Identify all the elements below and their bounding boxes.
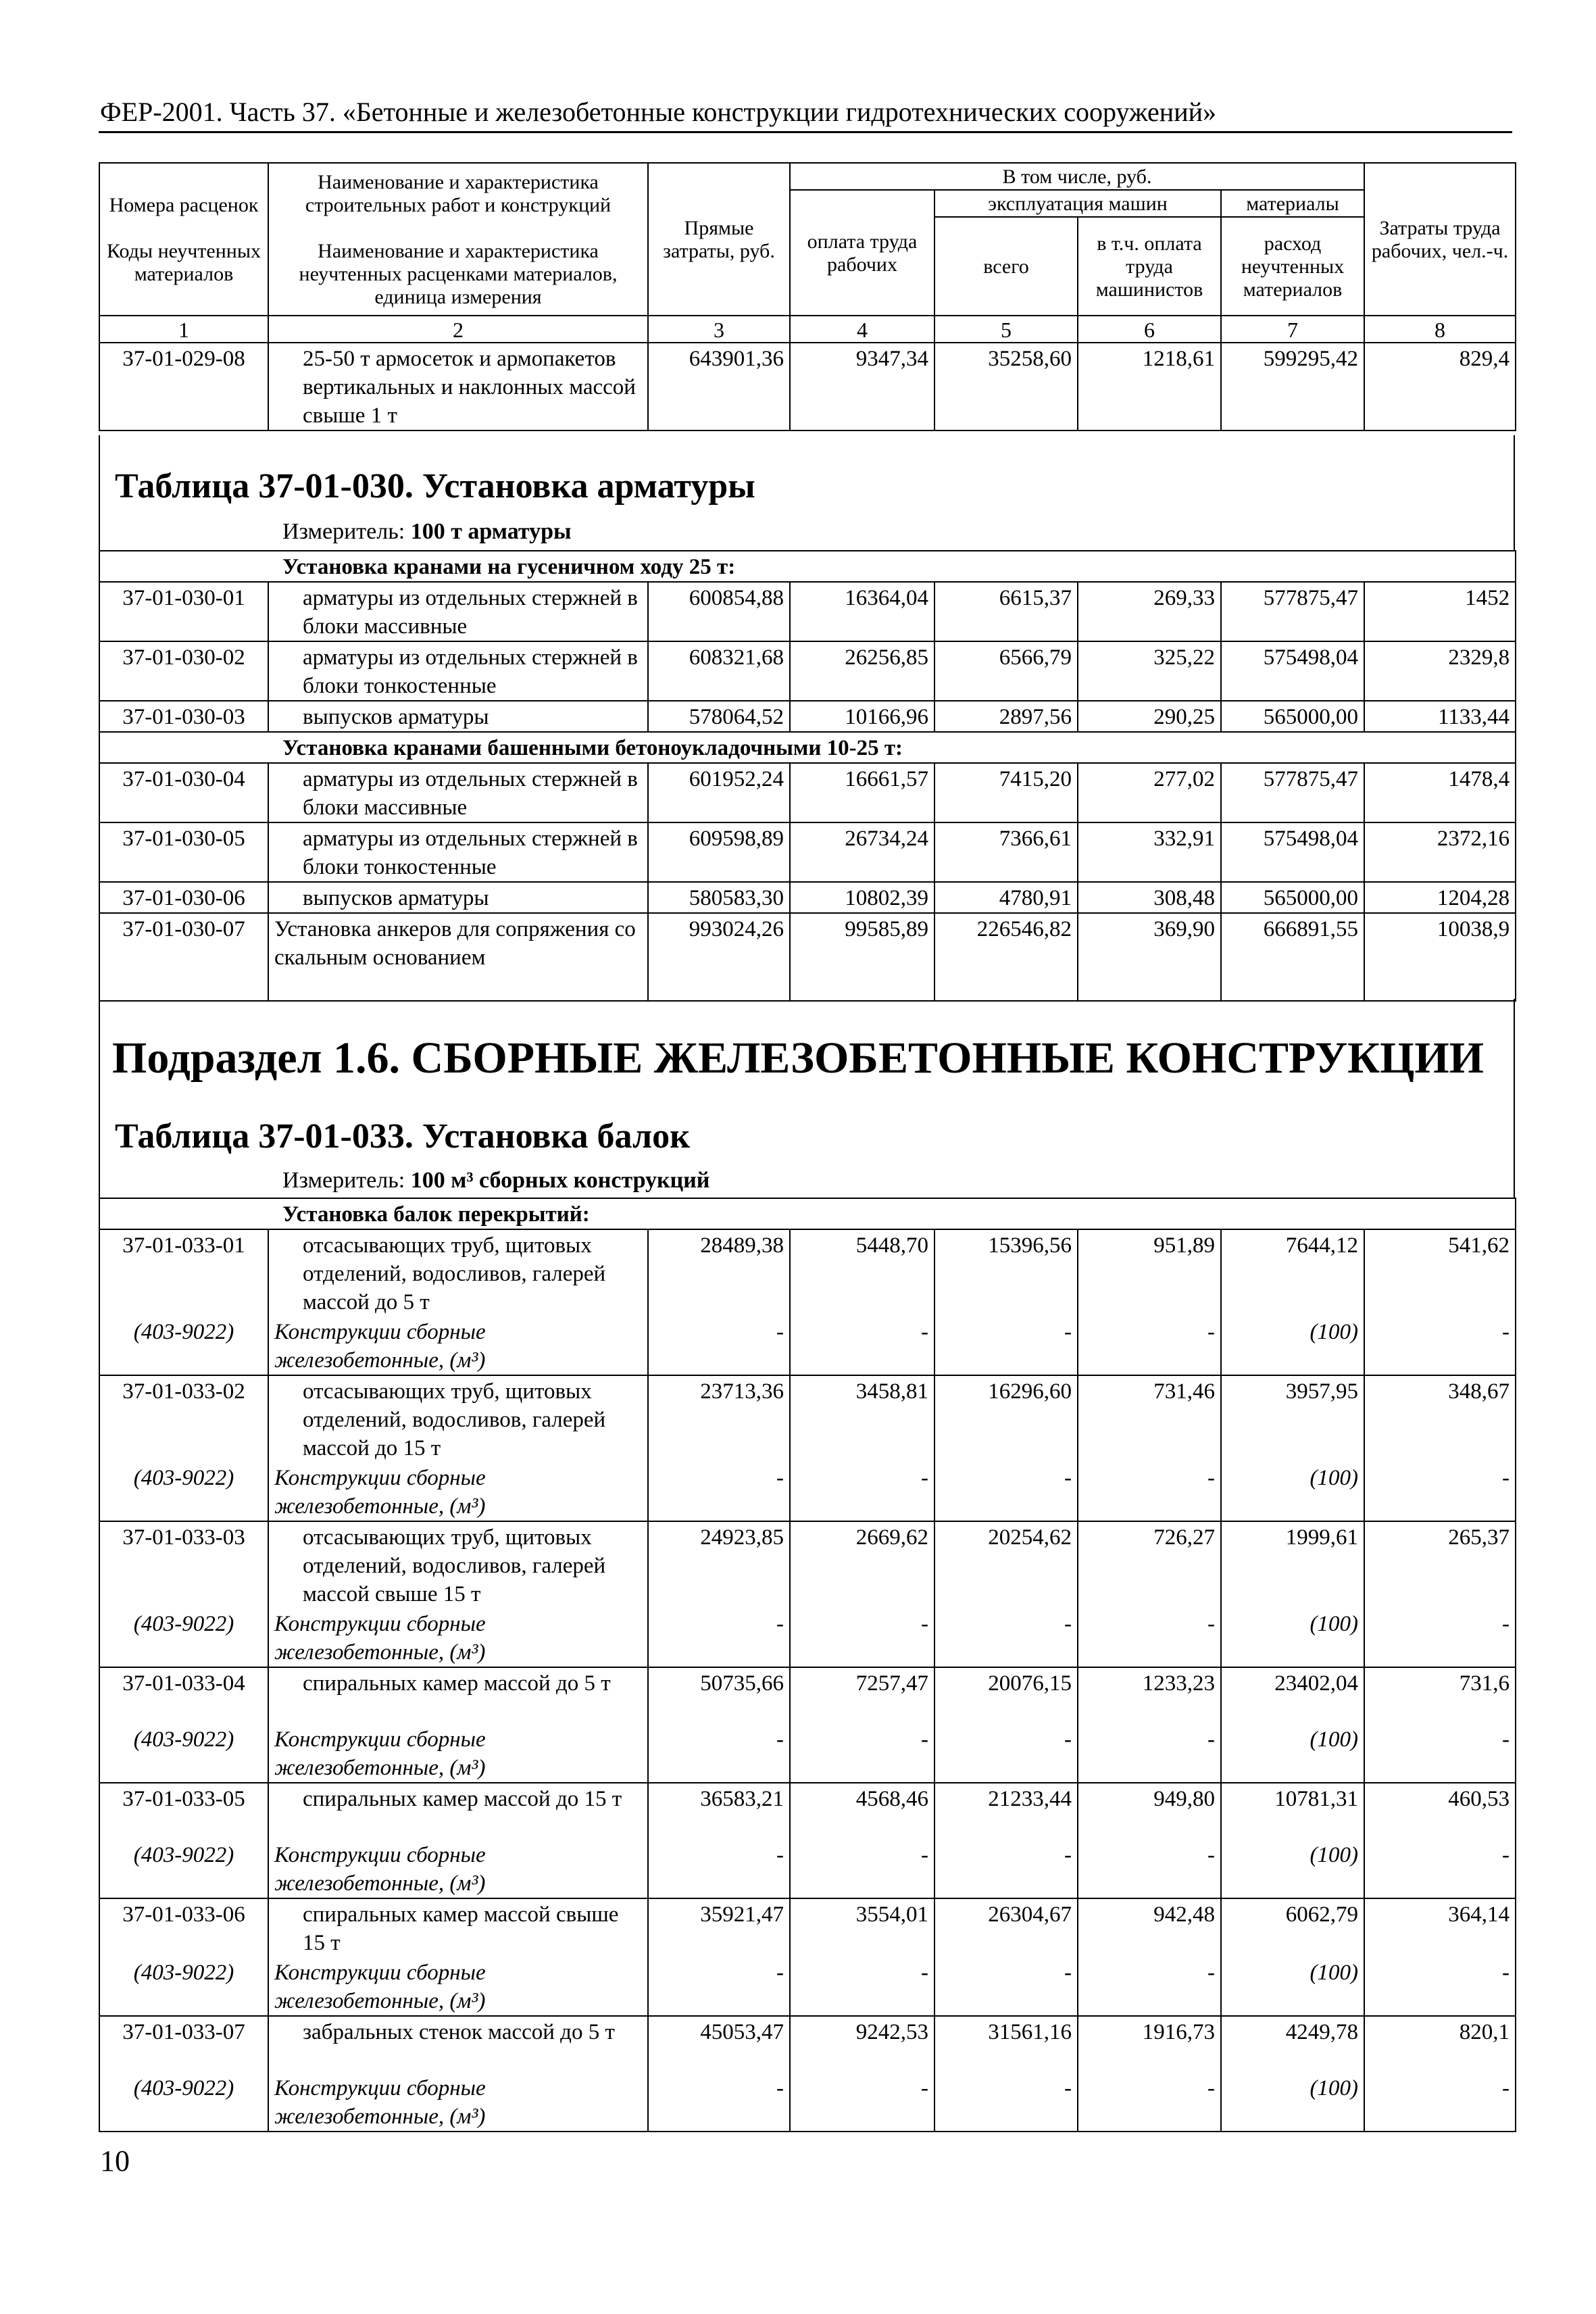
row-value: 820,1: [1364, 2016, 1516, 2073]
material-qty: (100): [1221, 1840, 1364, 1898]
material-qty: (100): [1221, 1957, 1364, 2016]
table-row: [99, 343, 1516, 430]
col-including-header: В том числе, руб.: [790, 163, 1364, 190]
table-row: [99, 822, 1516, 882]
material-row: [99, 1840, 1516, 1898]
row-value: 21233,44: [934, 1783, 1078, 1840]
row-value: 9242,53: [790, 2016, 934, 2073]
row-name: арматуры из отдельных стержней в блоки массивные: [268, 582, 648, 641]
col-number-index: 2: [268, 316, 648, 343]
col-materials-header: материалы: [1221, 190, 1364, 217]
row-value: 1452: [1364, 582, 1516, 641]
row-value: 9347,34: [790, 343, 934, 430]
row-value: 2372,16: [1364, 822, 1516, 882]
material-dash: -: [934, 1462, 1078, 1521]
col-name-header: Наименование и характеристика строительных работ и конструкций Наименование и характеристика неучтенных расценками материалов, единица измерения: [268, 163, 648, 316]
row-value: 348,67: [1364, 1375, 1516, 1462]
header-rule: [99, 131, 1512, 133]
material-dash: -: [648, 1724, 790, 1783]
row-name: отсасывающих труб, щитовых отделений, водосливов, галерей массой до 5 т: [268, 1229, 648, 1316]
row-value: 277,02: [1078, 763, 1221, 822]
row-name: выпусков арматуры: [268, 701, 648, 732]
row-code: 37-01-033-03: [99, 1521, 268, 1608]
material-dash: -: [1364, 1608, 1516, 1667]
row-value: 1218,61: [1078, 343, 1221, 430]
col-number-index: 4: [790, 316, 934, 343]
row-value: 578064,52: [648, 701, 790, 732]
col-number-index: 3: [648, 316, 790, 343]
row-value: 16364,04: [790, 582, 934, 641]
material-name: Конструкции сборные железобетонные, (м³): [268, 1957, 648, 2016]
table-row: [99, 913, 1516, 1001]
material-dash: -: [648, 1840, 790, 1898]
row-code: 37-01-030-02: [99, 641, 268, 701]
row-value: 50735,66: [648, 1667, 790, 1724]
row-value: 577875,47: [1221, 582, 1364, 641]
row-value: 10802,39: [790, 882, 934, 913]
row-value: 7644,12: [1221, 1229, 1364, 1316]
row-value: 265,37: [1364, 1521, 1516, 1608]
row-value: 7366,61: [934, 822, 1078, 882]
material-name: Конструкции сборные железобетонные, (м³): [268, 1840, 648, 1898]
row-value: 601952,24: [648, 763, 790, 822]
row-name: отсасывающих труб, щитовых отделений, водосливов, галерей массой свыше 15 т: [268, 1521, 648, 1608]
row-value: 28489,38: [648, 1229, 790, 1316]
material-code: (403-9022): [99, 2073, 268, 2132]
row-value: 10781,31: [1221, 1783, 1364, 1840]
material-dash: -: [790, 1957, 934, 2016]
row-value: 580583,30: [648, 882, 790, 913]
table-row: [99, 1667, 1516, 1724]
table-row: [99, 582, 1516, 641]
material-dash: -: [790, 1316, 934, 1375]
row-value: 3554,01: [790, 1898, 934, 1957]
row-value: 599295,42: [1221, 343, 1364, 430]
row-value: 23713,36: [648, 1375, 790, 1462]
row-value: 951,89: [1078, 1229, 1221, 1316]
col-number-index: 6: [1078, 316, 1221, 343]
subsection-title: Подраздел 1.6. СБОРНЫЕ ЖЕЛЕЗОБЕТОННЫЕ КОНСТРУКЦИИ: [111, 1033, 1484, 1083]
row-value: 308,48: [1078, 882, 1221, 913]
row-name: выпусков арматуры: [268, 882, 648, 913]
row-code: 37-01-033-04: [99, 1667, 268, 1724]
material-row: [99, 2073, 1516, 2132]
row-value: 6062,79: [1221, 1898, 1364, 1957]
material-dash: -: [1364, 1957, 1516, 2016]
material-name: Конструкции сборные железобетонные, (м³): [268, 1462, 648, 1521]
table33: [99, 1198, 1516, 2132]
row-value: 1133,44: [1364, 701, 1516, 732]
row-name: отсасывающих труб, щитовых отделений, водосливов, галерей массой до 15 т: [268, 1375, 648, 1462]
row-value: 2897,56: [934, 701, 1078, 732]
row-value: 16661,57: [790, 763, 934, 822]
material-dash: -: [790, 1840, 934, 1898]
row-value: 15396,56: [934, 1229, 1078, 1316]
row-code: 37-01-030-05: [99, 822, 268, 882]
row-value: 577875,47: [1221, 763, 1364, 822]
row-value: 565000,00: [1221, 701, 1364, 732]
row-value: 1478,4: [1364, 763, 1516, 822]
table-row: [99, 2016, 1516, 2073]
material-dash: -: [790, 1724, 934, 1783]
material-dash: -: [934, 1608, 1078, 1667]
row-value: 24923,85: [648, 1521, 790, 1608]
material-dash: -: [1078, 1957, 1221, 2016]
table-row: [99, 1375, 1516, 1462]
row-value: 35921,47: [648, 1898, 790, 1957]
material-code: (403-9022): [99, 1840, 268, 1898]
row-value: 364,14: [1364, 1898, 1516, 1957]
row-name: арматуры из отдельных стержней в блоки массивные: [268, 763, 648, 822]
row-value: 20254,62: [934, 1521, 1078, 1608]
row-code: 37-01-030-03: [99, 701, 268, 732]
table33-measure: Измеритель: 100 м³ сборных конструкций: [282, 1168, 710, 1193]
row-value: 31561,16: [934, 2016, 1078, 2073]
row-value: 4568,46: [790, 1783, 934, 1840]
row-value: 609598,89: [648, 822, 790, 882]
row-value: 332,91: [1078, 822, 1221, 882]
col-materials-unaccounted-header: расход неучтенных материалов: [1221, 217, 1364, 316]
material-dash: -: [790, 1608, 934, 1667]
table33-section-floor-beams: Установка балок перекрытий:: [99, 1198, 1516, 1229]
row-code: 37-01-030-07: [99, 913, 268, 1001]
row-code: 37-01-030-04: [99, 763, 268, 822]
table-row: [99, 1898, 1516, 1957]
row-value: 829,4: [1364, 343, 1516, 430]
material-dash: -: [648, 1462, 790, 1521]
row-name: забральных стенок массой до 5 т: [268, 2016, 648, 2073]
table-row: [99, 1783, 1516, 1840]
row-value: 600854,88: [648, 582, 790, 641]
table30-measure: Измеритель: 100 т арматуры: [282, 519, 572, 544]
material-dash: -: [1078, 2073, 1221, 2132]
row-value: 1233,23: [1078, 1667, 1221, 1724]
row-value: 643901,36: [648, 343, 790, 430]
material-code: (403-9022): [99, 1316, 268, 1375]
material-dash: -: [1078, 1316, 1221, 1375]
col-labor-pay-header: оплата труда рабочих: [790, 190, 934, 316]
row-value: 7415,20: [934, 763, 1078, 822]
column-header-table: [99, 162, 1516, 431]
row-value: 666891,55: [1221, 913, 1364, 1001]
row-value: 10166,96: [790, 701, 934, 732]
col-number-index: 7: [1221, 316, 1364, 343]
row-value: 226546,82: [934, 913, 1078, 1001]
row-value: 26304,67: [934, 1898, 1078, 1957]
material-name: Конструкции сборные железобетонные, (м³): [268, 2073, 648, 2132]
row-value: 16296,60: [934, 1375, 1078, 1462]
row-value: 949,80: [1078, 1783, 1221, 1840]
row-value: 1204,28: [1364, 882, 1516, 913]
row-code: 37-01-033-07: [99, 2016, 268, 2073]
material-dash: -: [1078, 1608, 1221, 1667]
material-dash: -: [934, 2073, 1078, 2132]
material-code: (403-9022): [99, 1608, 268, 1667]
material-code: (403-9022): [99, 1462, 268, 1521]
material-dash: -: [934, 1957, 1078, 2016]
col-machines-header: эксплуатация машин: [934, 190, 1221, 217]
row-value: 290,25: [1078, 701, 1221, 732]
row-value: 4249,78: [1221, 2016, 1364, 2073]
material-dash: -: [1078, 1724, 1221, 1783]
row-name: 25-50 т армосеток и армопакетов вертикальных и наклонных массой свыше 1 т: [268, 343, 648, 430]
col-machines-labor-header: в т.ч. оплата труда машинистов: [1078, 217, 1221, 316]
row-name: арматуры из отдельных стержней в блоки тонкостенные: [268, 822, 648, 882]
row-value: 26734,24: [790, 822, 934, 882]
row-value: 565000,00: [1221, 882, 1364, 913]
row-value: 369,90: [1078, 913, 1221, 1001]
material-dash: -: [1364, 1840, 1516, 1898]
material-dash: -: [934, 1724, 1078, 1783]
col-number-index: 5: [934, 316, 1078, 343]
material-dash: -: [1078, 1840, 1221, 1898]
row-value: 2669,62: [790, 1521, 934, 1608]
table30-title: Таблица 37-01-030. Установка арматуры: [115, 467, 755, 506]
row-value: 575498,04: [1221, 822, 1364, 882]
col-direct-costs-header: Прямые затраты, руб.: [648, 163, 790, 316]
col-labor-hours-header: Затраты труда рабочих, чел.-ч.: [1364, 163, 1516, 316]
row-value: 731,6: [1364, 1667, 1516, 1724]
row-value: 10038,9: [1364, 913, 1516, 1001]
row-value: 325,22: [1078, 641, 1221, 701]
material-row: [99, 1608, 1516, 1667]
material-row: [99, 1957, 1516, 2016]
material-qty: (100): [1221, 1608, 1364, 1667]
material-qty: (100): [1221, 2073, 1364, 2132]
row-code: 37-01-030-06: [99, 882, 268, 913]
row-value: 269,33: [1078, 582, 1221, 641]
table-row: [99, 763, 1516, 822]
row-value: 45053,47: [648, 2016, 790, 2073]
table-row: [99, 1229, 1516, 1316]
material-dash: -: [648, 1957, 790, 2016]
row-value: 731,46: [1078, 1375, 1221, 1462]
material-qty: (100): [1221, 1316, 1364, 1375]
material-dash: -: [790, 1462, 934, 1521]
row-value: 1999,61: [1221, 1521, 1364, 1608]
row-value: 3957,95: [1221, 1375, 1364, 1462]
row-code: 37-01-033-05: [99, 1783, 268, 1840]
col-number-header: Номера расценок Коды неучтенных материалов: [99, 163, 268, 316]
row-value: 36583,21: [648, 1783, 790, 1840]
row-code: 37-01-030-01: [99, 582, 268, 641]
row-value: 3458,81: [790, 1375, 934, 1462]
material-qty: (100): [1221, 1462, 1364, 1521]
table33-title: Таблица 37-01-033. Установка балок: [115, 1117, 691, 1156]
row-value: 7257,47: [790, 1667, 934, 1724]
col-number-index: 8: [1364, 316, 1516, 343]
col-number-index: 1: [99, 316, 268, 343]
row-name: спиральных камер массой до 15 т: [268, 1783, 648, 1840]
table30: [99, 550, 1516, 1002]
row-value: 26256,85: [790, 641, 934, 701]
row-value: 608321,68: [648, 641, 790, 701]
material-dash: -: [934, 1840, 1078, 1898]
material-dash: -: [1364, 1462, 1516, 1521]
row-code: 37-01-029-08: [99, 343, 268, 430]
row-value: 99585,89: [790, 913, 934, 1001]
row-value: 20076,15: [934, 1667, 1078, 1724]
material-code: (403-9022): [99, 1724, 268, 1783]
row-value: 2329,8: [1364, 641, 1516, 701]
material-name: Конструкции сборные железобетонные, (м³): [268, 1316, 648, 1375]
material-dash: -: [1364, 2073, 1516, 2132]
material-dash: -: [648, 2073, 790, 2132]
row-value: 575498,04: [1221, 641, 1364, 701]
material-name: Конструкции сборные железобетонные, (м³): [268, 1608, 648, 1667]
row-value: 460,53: [1364, 1783, 1516, 1840]
row-value: 23402,04: [1221, 1667, 1364, 1724]
material-dash: -: [934, 1316, 1078, 1375]
material-row: [99, 1724, 1516, 1783]
material-dash: -: [1364, 1724, 1516, 1783]
material-row: [99, 1316, 1516, 1375]
material-dash: -: [648, 1608, 790, 1667]
row-code: 37-01-033-01: [99, 1229, 268, 1316]
col-machines-total-header: всего: [934, 217, 1078, 316]
material-name: Конструкции сборные железобетонные, (м³): [268, 1724, 648, 1783]
row-value: 942,48: [1078, 1898, 1221, 1957]
row-value: 541,62: [1364, 1229, 1516, 1316]
row-value: 993024,26: [648, 913, 790, 1001]
material-dash: -: [1078, 1462, 1221, 1521]
page-header: ФЕР-2001. Часть 37. «Бетонные и железобетонные конструкции гидротехнических сооружений»: [100, 97, 1217, 127]
row-name: арматуры из отдельных стержней в блоки тонкостенные: [268, 641, 648, 701]
material-dash: -: [1364, 1316, 1516, 1375]
table-row: [99, 1521, 1516, 1608]
table-row: [99, 701, 1516, 732]
row-code: 37-01-033-02: [99, 1375, 268, 1462]
material-dash: -: [648, 1316, 790, 1375]
table30-section-crawler: Установка кранами на гусеничном ходу 25 т:: [99, 551, 1516, 582]
row-value: 1916,73: [1078, 2016, 1221, 2073]
table-row: [99, 882, 1516, 913]
table-row: [99, 641, 1516, 701]
row-value: 6615,37: [934, 582, 1078, 641]
row-value: 6566,79: [934, 641, 1078, 701]
row-value: 5448,70: [790, 1229, 934, 1316]
row-name: спиральных камер массой свыше 15 т: [268, 1898, 648, 1957]
material-row: [99, 1462, 1516, 1521]
row-code: 37-01-033-06: [99, 1898, 268, 1957]
row-value: 726,27: [1078, 1521, 1221, 1608]
row-name: спиральных камер массой до 5 т: [268, 1667, 648, 1724]
row-value: 35258,60: [934, 343, 1078, 430]
page-number: 10: [100, 2144, 130, 2177]
material-dash: -: [790, 2073, 934, 2132]
table30-section-tower: Установка кранами башенными бетоноукладочными 10-25 т:: [99, 732, 1516, 763]
row-value: 4780,91: [934, 882, 1078, 913]
row-name: Установка анкеров для сопряжения со скальным основанием: [268, 913, 648, 1001]
material-qty: (100): [1221, 1724, 1364, 1783]
material-code: (403-9022): [99, 1957, 268, 2016]
